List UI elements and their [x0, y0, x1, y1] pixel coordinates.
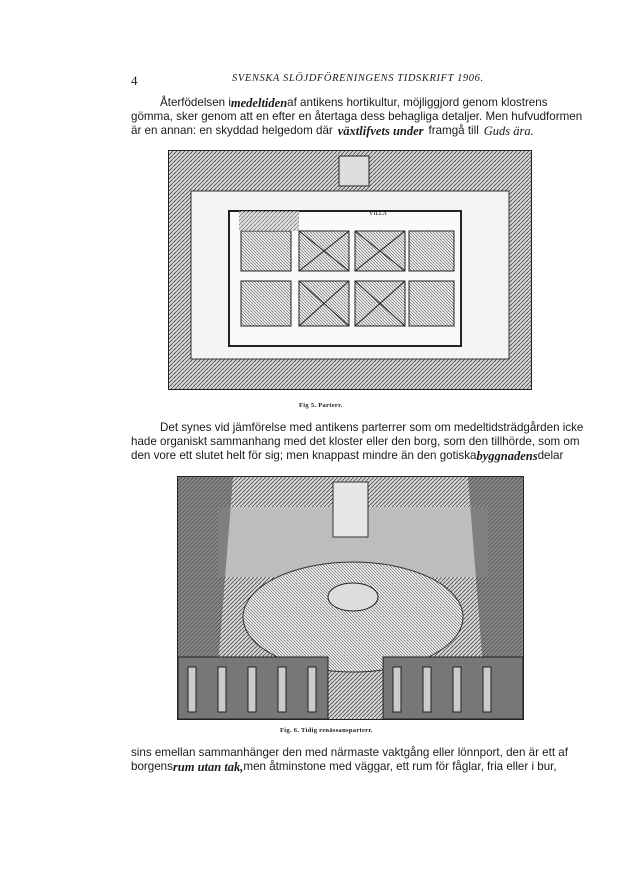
figure-6-renaissance-parterre-engraving	[177, 476, 524, 720]
paragraph1-line3	[131, 124, 534, 138]
page-number: 4	[131, 73, 138, 88]
villa-inscription: VILLA	[369, 211, 387, 217]
italic-text: växtlifvets under	[337, 124, 424, 138]
paragraph2-line1: Det synes vid jämförelse med antikens parterrer som om medeltidsträdgården icke	[160, 421, 584, 434]
text: är en annan: en skyddad helgedom där	[131, 124, 333, 137]
paragraph2-line3	[131, 449, 564, 463]
renaissance-garden-illustration	[178, 477, 523, 719]
italic-text: rum utan tak,	[172, 760, 244, 774]
paragraph1-line1	[160, 96, 548, 110]
text: Återfödelsen i	[160, 96, 231, 109]
italic-text: medeltiden	[230, 96, 288, 110]
parterre-illustration	[169, 151, 531, 389]
paragraph3-line1: sins emellan sammanhänger den med närmaste vaktgång eller lönnport, den är ett af	[131, 746, 568, 759]
paragraph2-line2: hade organiskt sammanhang med det kloster eller den borg, som den tillhörde, som om	[131, 435, 580, 448]
text: borgens	[131, 760, 173, 773]
italic-text: Guds ära.	[483, 124, 534, 138]
paragraph3-line2	[131, 760, 557, 774]
text: men åtminstone med väggar, ett rum för fåglar, fria eller i bur,	[243, 760, 557, 773]
text: den vore ett slutet helt för sig; men knappast mindre än den gotiska	[131, 449, 477, 462]
paragraph1-line2: gömma, sker genom att en efter en återtaga dess behagliga detaljer. Men hufvudformen	[131, 110, 583, 123]
running-title: SVENSKA SLÖJDFÖRENINGENS TIDSKRIFT 1906.	[232, 73, 484, 84]
text: framgå till	[428, 124, 479, 137]
figure-5-parterre-engraving	[168, 150, 532, 390]
figure-5-caption: Fig 5. Parterr.	[299, 402, 343, 409]
text: delar	[537, 449, 564, 462]
text: af antikens hortikultur, möjliggjord genom klostrens	[287, 96, 548, 109]
italic-text: byggnadens	[476, 449, 538, 463]
figure-6-caption: Fig. 6. Tidig renässansparterr.	[280, 727, 373, 734]
